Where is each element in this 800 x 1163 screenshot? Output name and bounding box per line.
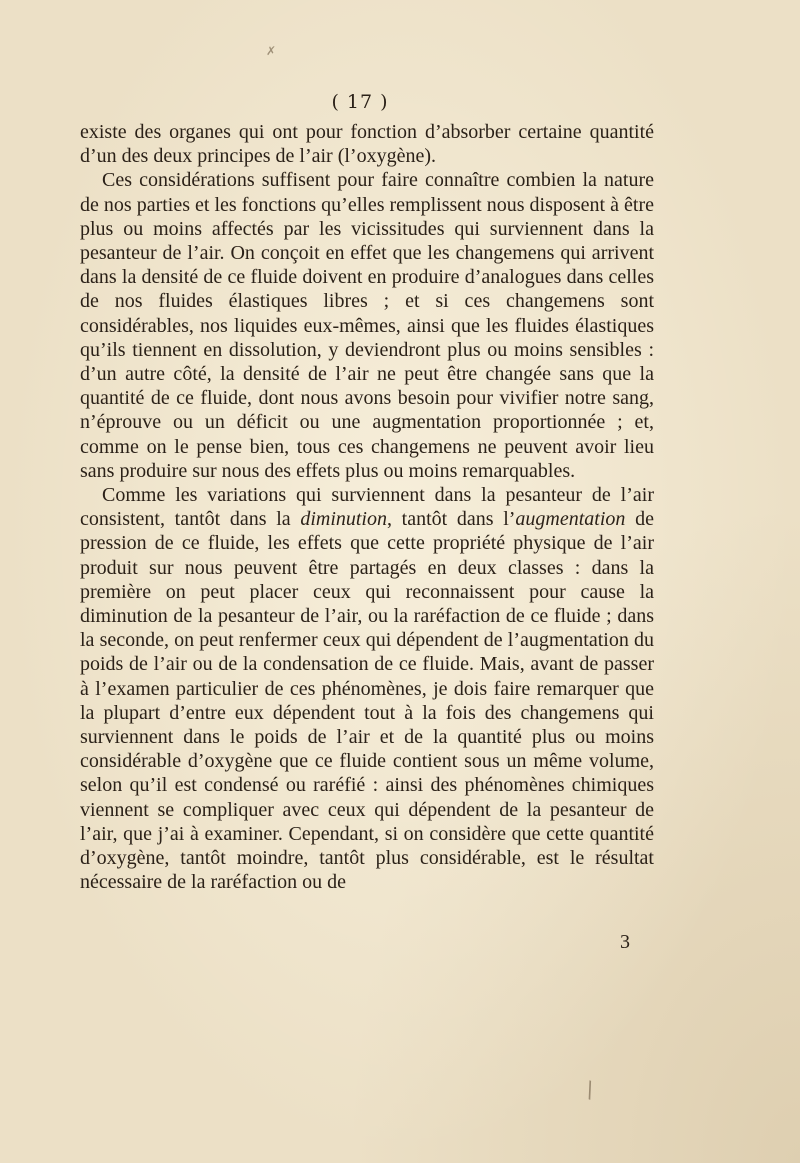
paragraph-1: existe des organes qui ont pour fonction d’absorber certaine quantité d’un des deux principes de l’air (l’oxygène). bbox=[80, 121, 654, 168]
body-text bbox=[80, 120, 654, 895]
stray-stroke: \ bbox=[581, 1077, 598, 1104]
paragraph-3-part-2: , tantôt dans l’ bbox=[386, 508, 516, 531]
paragraph-3 bbox=[80, 483, 654, 894]
italic-augmentation: augmentation bbox=[515, 508, 626, 531]
signature-mark: 3 bbox=[620, 931, 630, 953]
stray-mark: ✗ bbox=[266, 44, 277, 58]
italic-diminution: diminution bbox=[300, 508, 387, 531]
paragraph-3-part-3: de pression de ce fluide, les effets que cette propriété physique de l’air produit sur nous peuvent être partagés en deux classes : dans la première on peut placer ceux qui reconnaissent pour cause la diminution de la pesanteur de l’air, ou la raréfaction de ce fluide ; dans la seconde, on peut renfermer ceux qui dépendent de l’augmentation du poids de l’air ou de la condensation de ce fluide. Mais, avant de passer à l’examen particulier de ces phénomènes, je dois faire remarquer que la plupart d’entre eux dépendent tout à la fois des changemens qui surviennent dans le poids de l’air et de la quantité plus ou moins considérable d’oxygène que ce fluide contient sous un même volume, selon qu’il est condensé ou raréfié : ainsi des phénomènes chimiques viennent se compliquer avec ceux qui dépendent de la pesanteur de l’air, que j’ai à examiner. Cependant, si on considère que cette quantité d’oxygène, tantôt moindre, tantôt plus considérable, est le résultat nécessaire de la raréfaction ou de bbox=[80, 508, 654, 894]
paragraph-2: Ces considérations suffisent pour faire connaître combien la nature de nos parties et les fonctions qu’elles remplissent nous disposent à être plus ou moins affectés par les vicissitudes qui surviennent dans la pesanteur de l’air. On conçoit en effet que les changemens qui arrivent dans la densité de ce fluide doivent en produire d’analogues dans celles de nos fluides élastiques libres ; et si ces changemens sont considérables, nos liquides eux-mêmes, ainsi que les fluides élastiques qu’ils tiennent en dissolution, y deviendront plus ou moins sensibles : d’un autre côté, la densité de l’air ne peut être changée sans que la quantité de ce fluide, dont nous avons besoin pour vivifier notre sang, n’éprouve ou un déficit ou une augmentation proportionnée ; et, comme on le pense bien, tous ces changemens ne peuvent avoir lieu sans produire sur nous des effets plus ou moins remarquables. bbox=[80, 169, 654, 482]
paragraph-3-part-1: Comme les variations qui surviennent dans la pesanteur de l’air consistent, tantôt dans la bbox=[80, 484, 654, 531]
page-number: ( 17 ) bbox=[331, 91, 389, 113]
